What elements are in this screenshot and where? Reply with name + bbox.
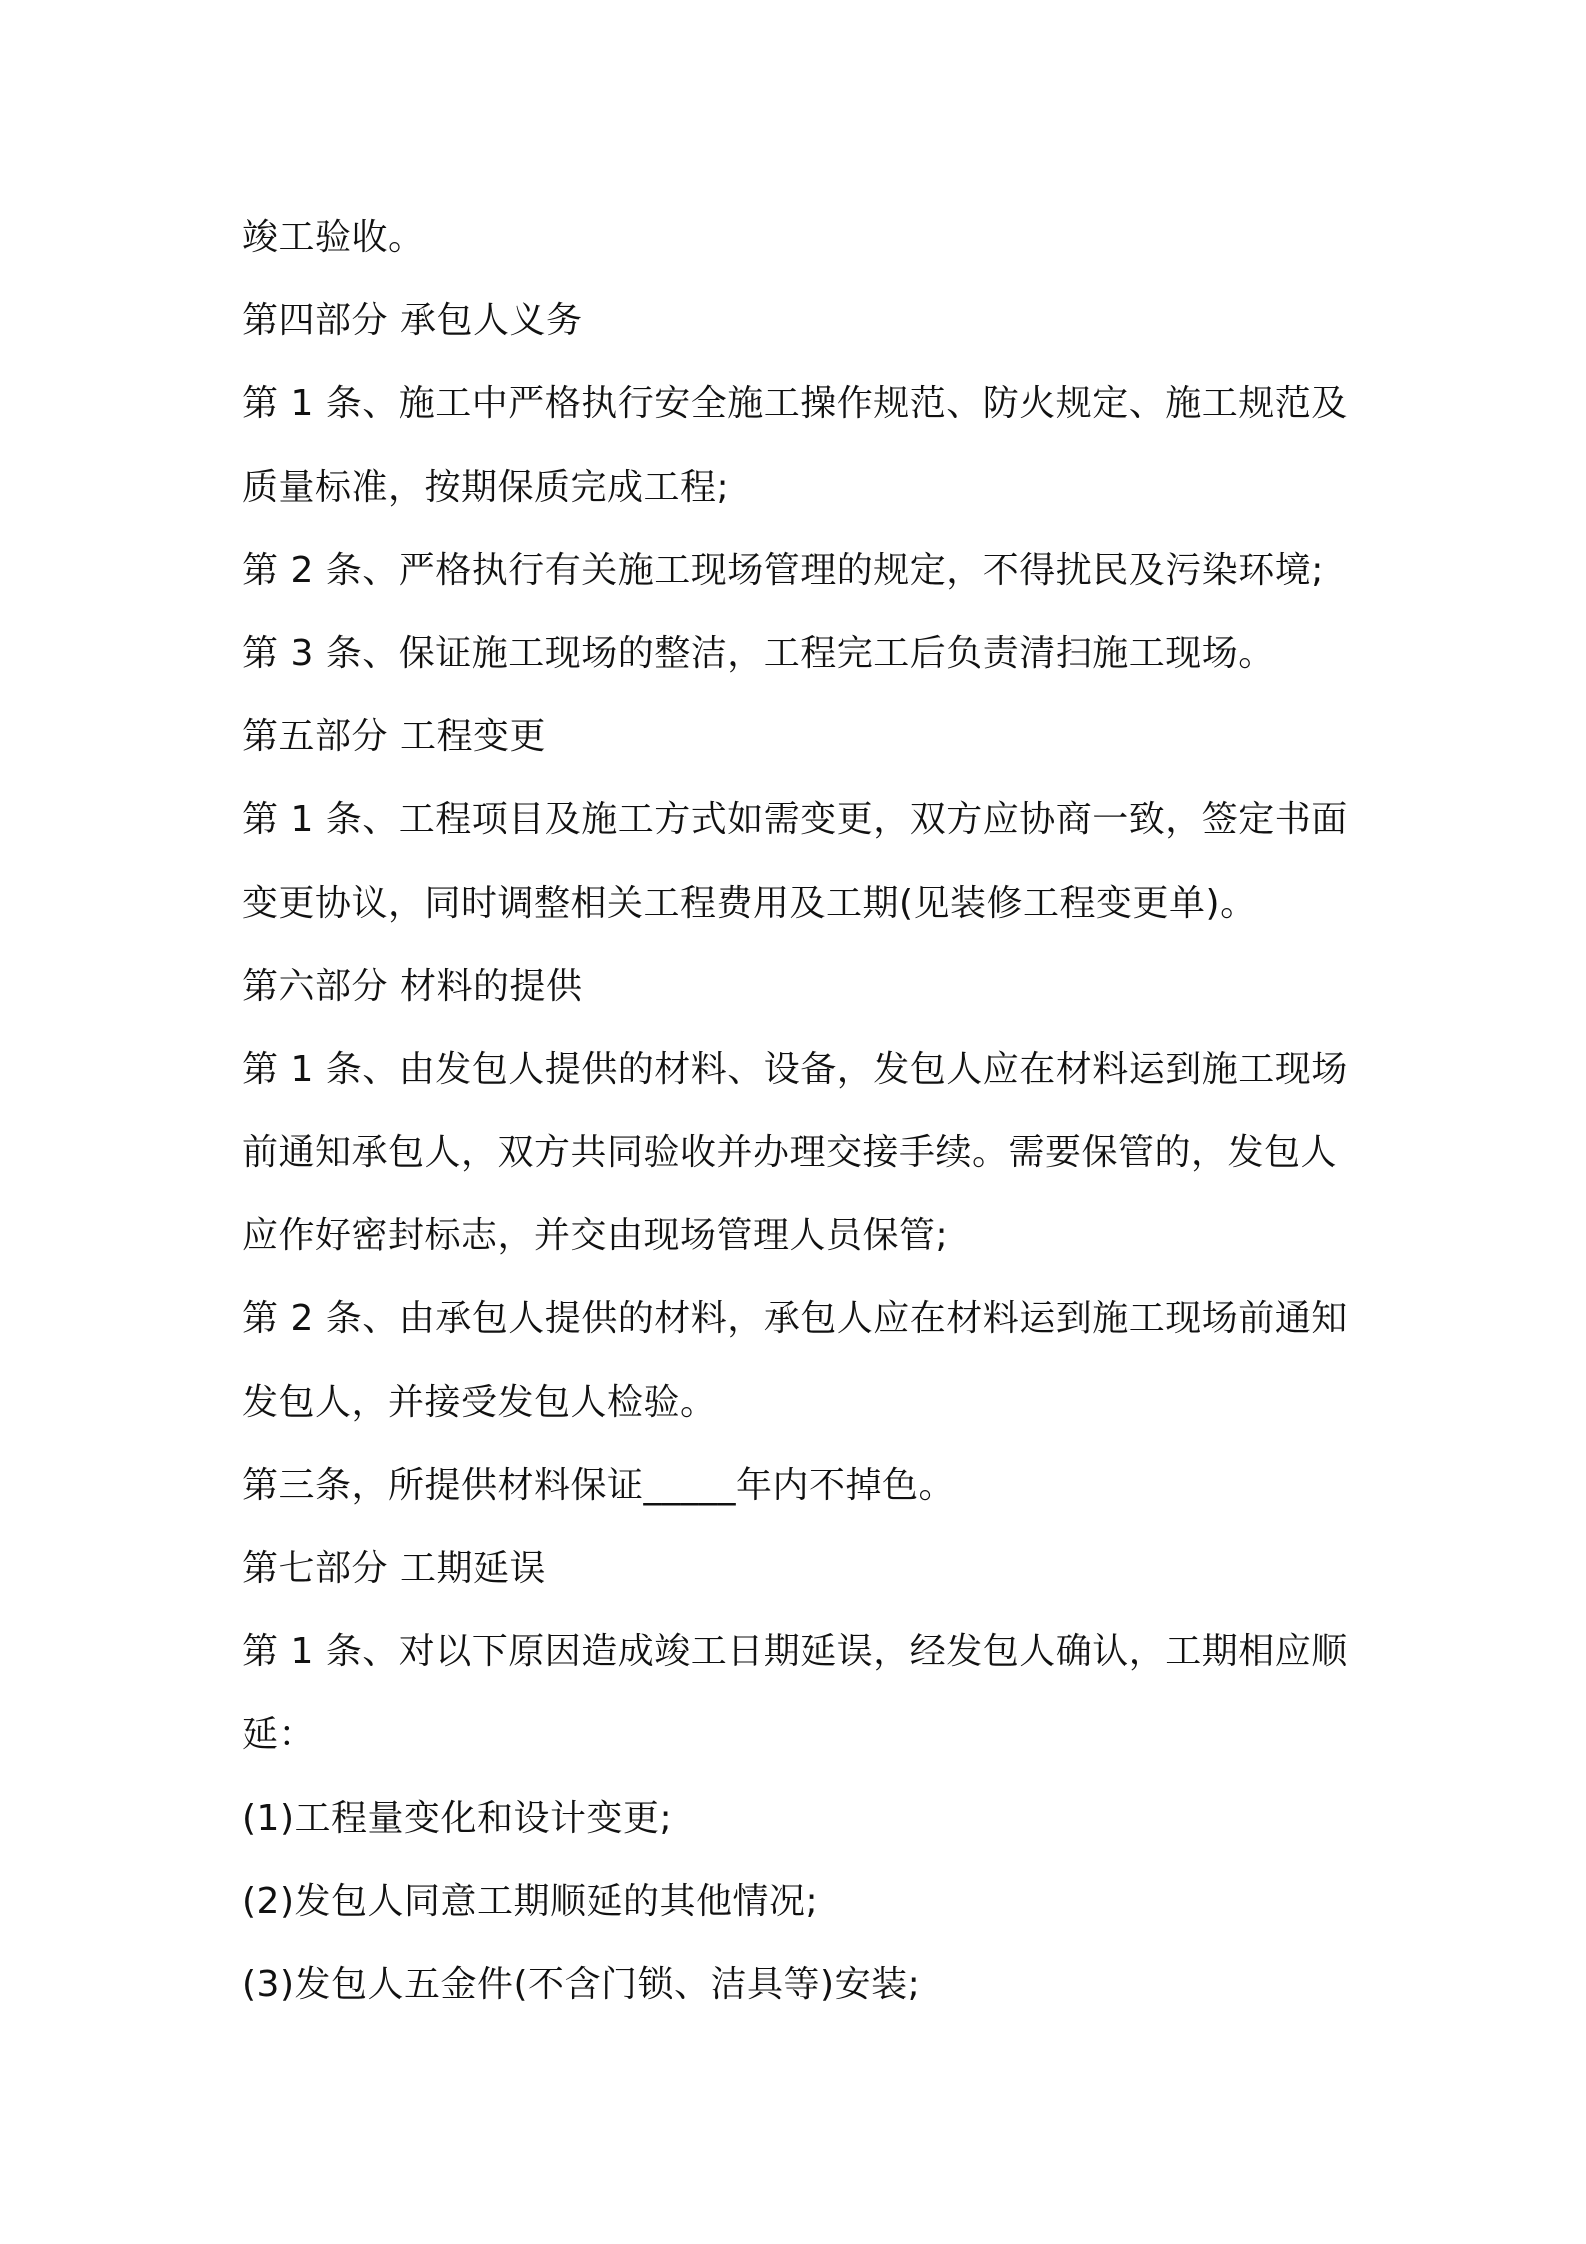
text-line: 第 1 条、施工中严格执行安全施工操作规范、防火规定、施工规范及 — [242, 383, 1348, 425]
section-heading-part-7: 第七部分 工期延误 — [242, 1548, 546, 1589]
document-body — [242, 196, 1362, 2026]
text-line: 第 1 条、工程项目及施工方式如需变更，双方应协商一致，签定书面 — [242, 799, 1348, 841]
text-line: 第 3 条、保证施工现场的整洁，工程完工后负责清扫施工现场。 — [242, 632, 1275, 674]
text-line: 质量标准，按期保质完成工程; — [242, 466, 730, 508]
text-line: 第 1 条、对以下原因造成竣工日期延误，经发包人确认，工期相应顺 — [242, 1631, 1348, 1673]
list-item: (2)发包人同意工期顺延的其他情况; — [242, 1880, 819, 1922]
text-line: 延： — [242, 1714, 316, 1756]
section-heading-part-5: 第五部分 工程变更 — [242, 716, 546, 758]
text-line: 第 1 条、由发包人提供的材料、设备，发包人应在材料运到施工现场 — [242, 1048, 1348, 1090]
section-heading-part-4: 第四部分 承包人义务 — [242, 300, 583, 342]
text-line: 第 2 条、由承包人提供的材料，承包人应在材料运到施工现场前通知 — [242, 1298, 1348, 1340]
text-line: 发包人，并接受发包人检验。 — [242, 1381, 717, 1423]
list-item: (1)工程量变化和设计变更; — [242, 1797, 673, 1839]
text-line: 变更协议，同时调整相关工程费用及工期(见装修工程变更单)。 — [242, 882, 1257, 924]
list-item: (3)发包人五金件(不含门锁、洁具等)安装; — [242, 1963, 921, 2005]
text-line: 第三条，所提供材料保证_____年内不掉色。 — [242, 1464, 956, 1506]
text-line: 第 2 条、严格执行有关施工现场管理的规定，不得扰民及污染环境; — [242, 549, 1324, 591]
section-heading-part-6: 第六部分 材料的提供 — [242, 965, 583, 1007]
text-line: 应作好密封标志，并交由现场管理人员保管; — [242, 1215, 949, 1257]
text-line: 前通知承包人，双方共同验收并办理交接手续。需要保管的，发包人 — [242, 1132, 1338, 1174]
text-line-continuation: 竣工验收。 — [242, 217, 425, 258]
